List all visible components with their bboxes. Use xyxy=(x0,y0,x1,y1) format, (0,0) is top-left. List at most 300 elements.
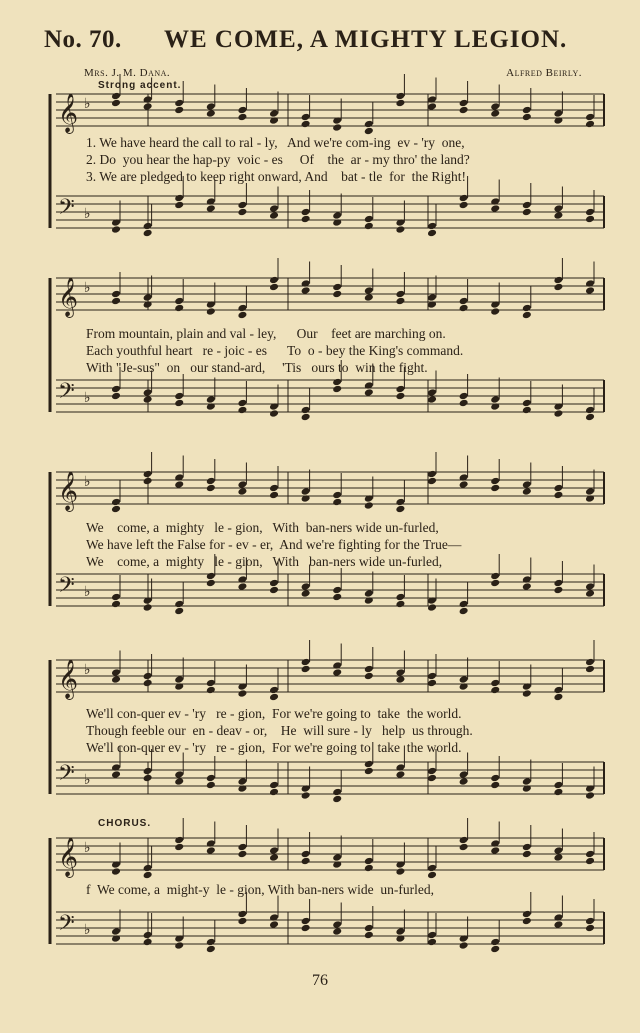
note-head xyxy=(237,311,247,320)
note-head xyxy=(364,120,374,129)
note-head xyxy=(395,770,405,779)
note-head xyxy=(427,931,437,940)
note-head xyxy=(174,99,184,108)
music-system-chorus xyxy=(46,818,610,972)
note-head xyxy=(269,109,279,118)
hymn-title: WE COME, A MIGHTY LEGION. xyxy=(164,26,568,53)
note-head xyxy=(301,487,311,496)
note-head xyxy=(301,924,311,933)
note-head xyxy=(553,853,563,862)
note-head xyxy=(553,211,563,220)
note-head xyxy=(364,924,374,933)
note-head xyxy=(143,229,153,238)
note-head xyxy=(553,686,563,695)
note-head xyxy=(111,505,121,514)
note-head xyxy=(395,392,405,401)
note-head xyxy=(490,572,500,581)
flat-sign-icon: ♭ xyxy=(84,207,91,222)
note-head xyxy=(585,487,595,496)
flat-sign-icon: ♭ xyxy=(84,585,91,600)
note-head xyxy=(237,304,247,313)
note-head xyxy=(143,679,153,688)
note-head xyxy=(111,867,121,876)
music-system-2 xyxy=(46,268,610,428)
treble-clef-icon: 𝄞 xyxy=(58,837,79,877)
lyric-line-verse-3: With "Je-sus" on our stand-ard, 'Tis ours to win the fight. xyxy=(86,360,428,375)
note-head xyxy=(585,589,595,598)
note-head xyxy=(269,846,279,855)
note-head xyxy=(553,409,563,418)
note-head xyxy=(301,208,311,217)
note-head xyxy=(143,470,153,479)
lyric-line-3: We'll con-quer ev - 'ry re - gion, For we're going to take the world. xyxy=(86,740,462,755)
flat-sign-icon: ♭ xyxy=(84,475,91,490)
note-head xyxy=(206,484,216,493)
note-head xyxy=(427,395,437,404)
note-head xyxy=(332,586,342,595)
lyric-line-verse-1: 1. We have heard the call to ral - ly, And we're com-ing ev - 'ry one, xyxy=(86,135,465,150)
note-head xyxy=(522,689,532,698)
note-head xyxy=(332,283,342,292)
note-head xyxy=(143,774,153,783)
hymn-header xyxy=(44,26,604,66)
note-head xyxy=(206,307,216,316)
note-head xyxy=(395,385,405,394)
lyric-line-1: We come, a mighty le - gion, With ban-ners wide un-furled, xyxy=(86,520,439,535)
note-head xyxy=(395,927,405,936)
music-system-4 xyxy=(46,650,610,810)
note-head xyxy=(395,675,405,684)
note-head xyxy=(395,593,405,602)
note-head xyxy=(206,846,216,855)
bass-clef-icon: 𝄢 xyxy=(58,761,75,791)
lyric-line-3: We come, a mighty le - gion, With ban-ners wide un-furled, xyxy=(86,554,443,569)
note-head xyxy=(490,477,500,486)
note-head xyxy=(522,910,532,919)
note-head xyxy=(459,777,469,786)
note-head xyxy=(364,127,374,136)
note-head xyxy=(364,286,374,295)
note-head xyxy=(301,113,311,122)
note-head xyxy=(585,215,595,224)
note-head xyxy=(206,102,216,111)
note-head xyxy=(553,781,563,790)
note-head xyxy=(174,843,184,852)
staff-notation xyxy=(46,832,610,972)
note-head xyxy=(522,777,532,786)
note-head xyxy=(522,106,532,115)
note-head xyxy=(459,941,469,950)
note-head xyxy=(206,945,216,954)
note-head xyxy=(427,102,437,111)
note-head xyxy=(459,675,469,684)
note-head xyxy=(490,204,500,213)
note-head xyxy=(301,857,311,866)
flat-sign-icon: ♭ xyxy=(84,663,91,678)
note-head xyxy=(585,658,595,667)
note-head xyxy=(206,774,216,783)
note-head xyxy=(395,668,405,677)
note-head xyxy=(395,600,405,609)
note-head xyxy=(522,843,532,852)
note-head xyxy=(427,222,437,231)
note-head xyxy=(553,283,563,292)
note-head xyxy=(174,770,184,779)
note-head xyxy=(427,603,437,612)
note-head xyxy=(332,498,342,507)
note-head xyxy=(143,222,153,231)
treble-clef-icon: 𝄞 xyxy=(58,471,79,511)
note-head xyxy=(269,204,279,213)
note-head xyxy=(269,686,279,695)
note-head xyxy=(364,501,374,510)
note-head xyxy=(459,600,469,609)
note-head xyxy=(206,109,216,118)
note-head xyxy=(301,917,311,926)
note-head xyxy=(143,938,153,947)
note-head xyxy=(364,931,374,940)
note-head xyxy=(553,484,563,493)
note-head xyxy=(522,582,532,591)
note-head xyxy=(459,399,469,408)
note-head xyxy=(459,480,469,489)
note-head xyxy=(111,99,121,108)
note-head xyxy=(174,392,184,401)
hymn-number: No. 70. xyxy=(44,26,122,53)
note-head xyxy=(427,477,437,486)
note-head xyxy=(522,304,532,313)
note-head xyxy=(395,290,405,299)
note-head xyxy=(364,222,374,231)
note-head xyxy=(301,406,311,415)
lyric-line-1: We'll con-quer ev - 'ry re - gion, For we're going to take the world. xyxy=(86,706,462,721)
note-head xyxy=(143,767,153,776)
note-head xyxy=(111,927,121,936)
note-head xyxy=(364,665,374,674)
note-head xyxy=(332,795,342,804)
note-head xyxy=(269,693,279,702)
note-head xyxy=(269,211,279,220)
lyric-line-2: We have left the False for - ev - er, And we're fighting for the True— xyxy=(86,537,462,552)
flat-sign-icon: ♭ xyxy=(84,923,91,938)
note-head xyxy=(427,672,437,681)
note-head xyxy=(269,409,279,418)
note-head xyxy=(553,491,563,500)
note-head xyxy=(553,586,563,595)
lyric-line-verse-3: 3. We are pledged to keep right onward, And bat - tle for the Right! xyxy=(86,169,466,184)
note-head xyxy=(585,850,595,859)
note-head xyxy=(143,603,153,612)
note-head xyxy=(269,853,279,862)
note-head xyxy=(111,498,121,507)
note-head xyxy=(522,311,532,320)
note-head xyxy=(174,607,184,616)
page-number: 76 xyxy=(312,972,328,989)
note-head xyxy=(269,484,279,493)
note-head xyxy=(111,600,121,609)
note-head xyxy=(174,600,184,609)
note-head xyxy=(490,679,500,688)
lyric-line-2: Though feeble our en - deav - or, He will sure - ly help us through. xyxy=(86,723,473,738)
note-head xyxy=(585,120,595,129)
bass-clef-icon: 𝄢 xyxy=(58,195,75,225)
treble-clef-icon: 𝄞 xyxy=(58,277,79,317)
note-head xyxy=(143,293,153,302)
note-head xyxy=(427,871,437,880)
tempo-directive: Strong accent. xyxy=(98,80,182,91)
note-head xyxy=(427,470,437,479)
note-head xyxy=(553,920,563,929)
note-head xyxy=(364,293,374,302)
note-head xyxy=(490,109,500,118)
note-head xyxy=(174,201,184,210)
note-head xyxy=(269,579,279,588)
note-head xyxy=(111,675,121,684)
note-head xyxy=(111,225,121,234)
note-head xyxy=(490,686,500,695)
note-head xyxy=(332,211,342,220)
note-head xyxy=(206,579,216,588)
note-head xyxy=(143,477,153,486)
note-head xyxy=(332,593,342,602)
note-head xyxy=(490,774,500,783)
note-head xyxy=(143,388,153,397)
note-head xyxy=(143,931,153,940)
note-head xyxy=(174,399,184,408)
note-head xyxy=(585,113,595,122)
note-head xyxy=(522,850,532,859)
note-head xyxy=(143,395,153,404)
note-head xyxy=(174,297,184,306)
note-head xyxy=(332,788,342,797)
note-head xyxy=(553,846,563,855)
note-head xyxy=(490,781,500,790)
note-head xyxy=(585,582,595,591)
note-head xyxy=(206,679,216,688)
note-head xyxy=(111,770,121,779)
note-head xyxy=(174,777,184,786)
flat-sign-icon: ♭ xyxy=(84,773,91,788)
note-head xyxy=(585,791,595,800)
note-head xyxy=(111,593,121,602)
note-head xyxy=(553,579,563,588)
note-head xyxy=(111,297,121,306)
note-head xyxy=(395,92,405,101)
note-head xyxy=(237,113,247,122)
note-head xyxy=(459,770,469,779)
note-head xyxy=(143,672,153,681)
note-head xyxy=(301,791,311,800)
note-head xyxy=(490,484,500,493)
note-head xyxy=(143,102,153,111)
note-head xyxy=(459,392,469,401)
lyric-line-verse-1: From mountain, plain and val - ley, Our feet are marching on. xyxy=(86,326,446,341)
note-head xyxy=(427,767,437,776)
note-head xyxy=(301,850,311,859)
lyricist-credit: Mrs. J. M. Dana. xyxy=(84,67,171,79)
treble-clef-icon: 𝄞 xyxy=(58,93,79,133)
note-head xyxy=(553,276,563,285)
note-head xyxy=(174,304,184,313)
note-head xyxy=(332,920,342,929)
note-head xyxy=(301,286,311,295)
note-head xyxy=(269,788,279,797)
note-head xyxy=(237,917,247,926)
note-head xyxy=(459,607,469,616)
chorus-label: CHORUS. xyxy=(98,818,152,829)
note-head xyxy=(237,208,247,217)
note-head xyxy=(553,693,563,702)
note-head xyxy=(553,109,563,118)
note-head xyxy=(490,102,500,111)
bass-clef-icon: 𝄢 xyxy=(58,379,75,409)
note-head xyxy=(427,864,437,873)
note-head xyxy=(427,679,437,688)
note-head xyxy=(237,480,247,489)
note-head xyxy=(269,781,279,790)
note-head xyxy=(459,304,469,313)
note-head xyxy=(206,572,216,581)
note-head xyxy=(206,395,216,404)
note-head xyxy=(395,99,405,108)
note-head xyxy=(522,917,532,926)
note-head xyxy=(585,857,595,866)
note-head xyxy=(364,857,374,866)
note-head xyxy=(522,487,532,496)
note-head xyxy=(301,582,311,591)
note-head xyxy=(301,120,311,129)
note-head xyxy=(237,406,247,415)
note-head xyxy=(332,853,342,862)
note-head xyxy=(522,113,532,122)
note-head xyxy=(269,491,279,500)
note-head xyxy=(553,788,563,797)
note-head xyxy=(395,867,405,876)
note-head xyxy=(364,388,374,397)
note-head xyxy=(111,385,121,394)
note-head xyxy=(490,307,500,316)
note-head xyxy=(364,672,374,681)
note-head xyxy=(364,760,374,769)
note-head xyxy=(585,406,595,415)
note-head xyxy=(332,378,342,387)
note-head xyxy=(237,201,247,210)
note-head xyxy=(111,290,121,299)
note-head xyxy=(459,843,469,852)
note-head xyxy=(459,99,469,108)
note-head xyxy=(364,767,374,776)
lyric-line-chorus: f We come, a might-y le - gion, With ban-ners wide un-furled, xyxy=(86,882,435,897)
note-head xyxy=(522,208,532,217)
note-head xyxy=(364,589,374,598)
note-head xyxy=(174,836,184,845)
flat-sign-icon: ♭ xyxy=(84,841,91,856)
note-head xyxy=(143,871,153,880)
note-head xyxy=(332,290,342,299)
note-head xyxy=(522,480,532,489)
music-system-1 xyxy=(46,80,610,244)
note-head xyxy=(237,850,247,859)
music-system-3 xyxy=(46,462,610,622)
note-head xyxy=(585,924,595,933)
note-head xyxy=(585,286,595,295)
note-head xyxy=(174,675,184,684)
note-head xyxy=(237,777,247,786)
note-head xyxy=(111,92,121,101)
note-head xyxy=(522,201,532,210)
note-head xyxy=(364,864,374,873)
note-head xyxy=(174,480,184,489)
note-head xyxy=(332,123,342,132)
note-head xyxy=(237,843,247,852)
note-head xyxy=(206,938,216,947)
lyric-line-verse-2: Each youthful heart re - joic - es To o - bey the King's command. xyxy=(86,343,464,358)
note-head xyxy=(427,229,437,238)
note-head xyxy=(585,208,595,217)
note-head xyxy=(206,477,216,486)
flat-sign-icon: ♭ xyxy=(84,391,91,406)
note-head xyxy=(301,589,311,598)
lyric-line-verse-2: 2. Do you hear the hap-py voic - es Of the ar - my thro' the land? xyxy=(86,152,470,167)
note-head xyxy=(459,106,469,115)
note-head xyxy=(427,774,437,783)
note-head xyxy=(427,938,437,947)
note-head xyxy=(143,864,153,873)
note-head xyxy=(269,920,279,929)
note-head xyxy=(585,917,595,926)
note-head xyxy=(427,293,437,302)
note-head xyxy=(301,215,311,224)
note-head xyxy=(269,276,279,285)
note-head xyxy=(174,941,184,950)
note-head xyxy=(206,204,216,213)
note-head xyxy=(111,668,121,677)
note-head xyxy=(459,297,469,306)
note-head xyxy=(269,586,279,595)
note-head xyxy=(459,836,469,845)
composer-credit: Alfred Beirly. xyxy=(506,67,582,79)
note-head xyxy=(553,204,563,213)
note-head xyxy=(522,406,532,415)
note-head xyxy=(490,846,500,855)
note-head xyxy=(332,491,342,500)
note-head xyxy=(237,910,247,919)
note-head xyxy=(364,215,374,224)
note-head xyxy=(237,399,247,408)
note-head xyxy=(490,938,500,947)
note-head xyxy=(237,487,247,496)
note-head xyxy=(395,225,405,234)
note-head xyxy=(332,385,342,394)
note-head xyxy=(522,399,532,408)
note-head xyxy=(332,668,342,677)
note-head xyxy=(301,413,311,422)
note-head xyxy=(269,283,279,292)
note-head xyxy=(490,579,500,588)
note-head xyxy=(301,665,311,674)
flat-sign-icon: ♭ xyxy=(84,281,91,296)
note-head xyxy=(459,194,469,203)
note-head xyxy=(206,781,216,790)
note-head xyxy=(206,686,216,695)
note-head xyxy=(585,413,595,422)
note-head xyxy=(490,395,500,404)
note-head xyxy=(174,194,184,203)
note-head xyxy=(301,658,311,667)
note-head xyxy=(427,388,437,397)
note-head xyxy=(585,665,595,674)
treble-clef-icon: 𝄞 xyxy=(58,659,79,699)
